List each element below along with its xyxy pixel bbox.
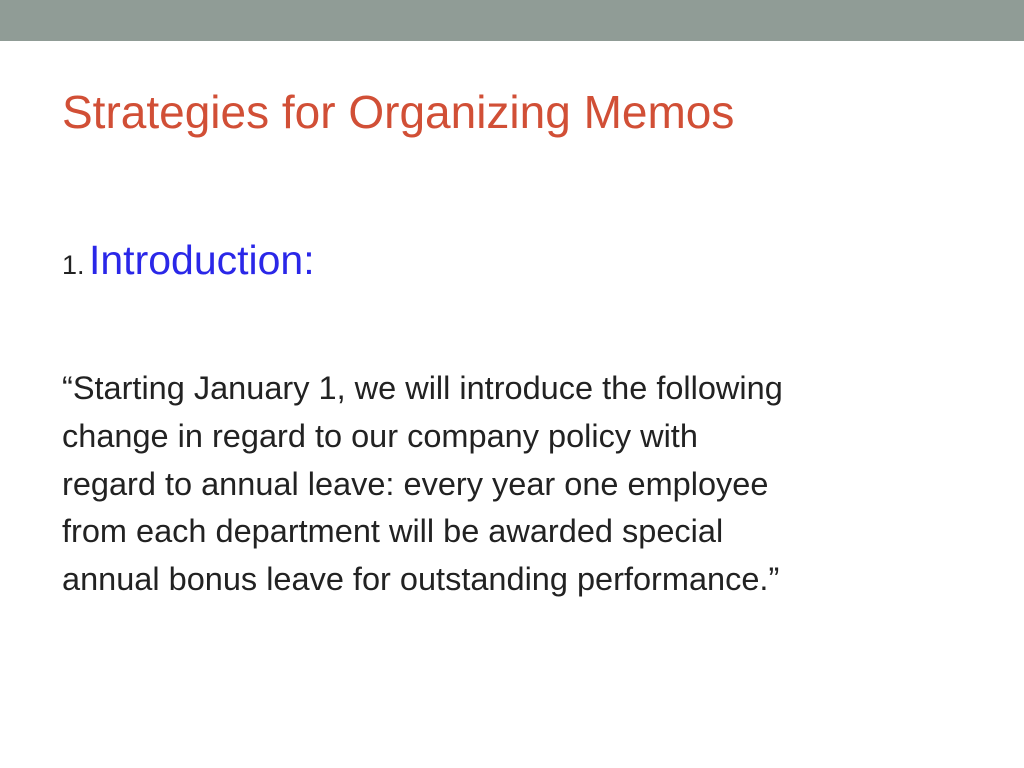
quote-line: from each department will be awarded special [62, 513, 724, 550]
heading-label: Introduction: [88, 237, 315, 283]
heading-number: 1. [62, 250, 85, 280]
slide-title: Strategies for Organizing Memos [62, 86, 735, 138]
quote-line: regard to annual leave: every year one employee [62, 465, 769, 502]
quote-paragraph [62, 365, 962, 604]
numbered-heading [62, 236, 315, 285]
quote-line: change in regard to our company policy with [62, 417, 698, 454]
quote-line: “Starting January 1, we will introduce the following [62, 370, 783, 406]
top-accent-bar [0, 0, 1024, 41]
quote-line: annual bonus leave for outstanding performance.” [62, 561, 780, 598]
